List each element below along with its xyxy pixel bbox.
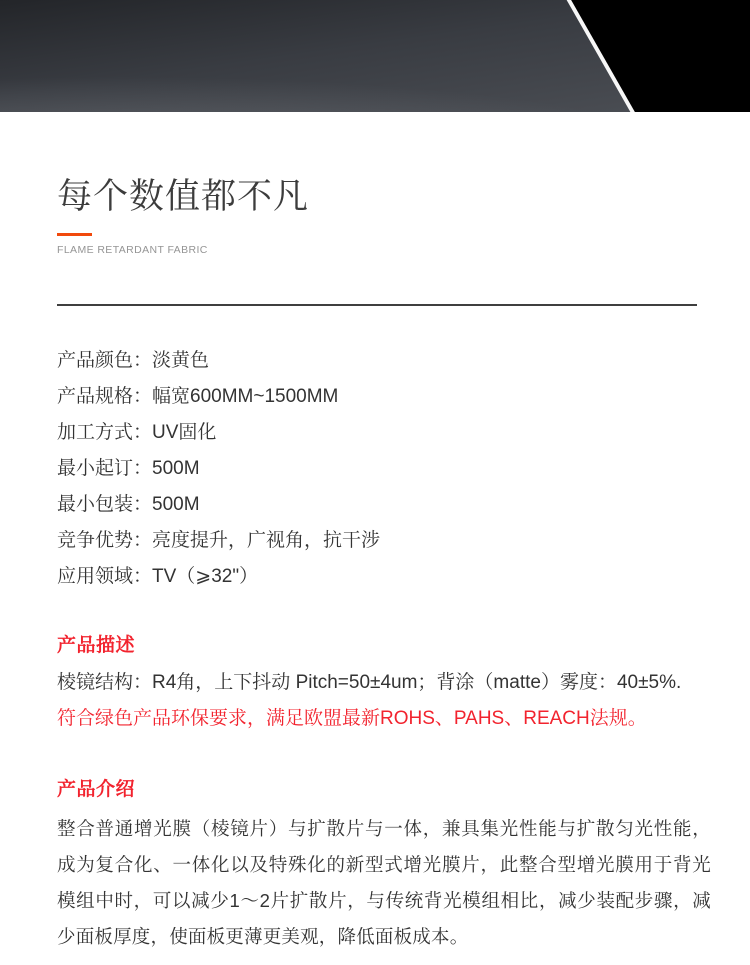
accent-dash xyxy=(57,233,92,236)
spec-row-application-field xyxy=(57,559,711,595)
page-title: 每个数值都不凡 xyxy=(57,177,310,216)
spec-row-minimum-package xyxy=(57,487,711,523)
product-description-section xyxy=(57,631,711,737)
spec-row-product-color xyxy=(57,343,711,379)
spec-label: 产品颜色： xyxy=(57,350,153,371)
description-compliance-line: 符合绿色产品环保要求，满足欧盟最新ROHS、PAHS、REACH法规。 xyxy=(57,708,647,729)
spec-label: 最小包装： xyxy=(57,494,153,515)
product-intro-section xyxy=(57,775,711,955)
spec-value: UV固化 xyxy=(152,422,217,443)
spec-row-competitive-advantage xyxy=(57,523,711,559)
page-subtitle: FLAME RETARDANT FABRIC xyxy=(57,244,208,256)
spec-value: 亮度提升，广视角，抗干涉 xyxy=(152,530,381,551)
spec-value: 幅宽600MM~1500MM xyxy=(152,386,339,407)
product-intro-heading: 产品介绍 xyxy=(57,779,136,800)
spec-label: 应用领域： xyxy=(57,566,153,587)
content-column xyxy=(0,176,750,955)
product-photo xyxy=(0,0,750,112)
spec-label: 产品规格： xyxy=(57,386,153,407)
spec-value: 淡黄色 xyxy=(152,350,210,371)
spec-value: 500M xyxy=(152,494,200,515)
product-description-heading: 产品描述 xyxy=(57,635,136,656)
spec-label: 竞争优势： xyxy=(57,530,153,551)
description-structure-line: 棱镜结构：R4角，上下抖动 Pitch=50±4um；背涂（matte）雾度：40±5%. xyxy=(57,672,682,693)
section-divider xyxy=(57,304,697,306)
intro-paragraph: 整合普通增光膜（棱镜片）与扩散片与一体，兼具集光性能与扩散匀光性能，成为复合化、一体化以及特殊化的新型式增光膜片，此整合型增光膜用于背光模组中时，可以减少1～2片扩散片，与传统背光模组相比，减少装配步骤，减少面板厚度，使面板更薄更美观，降低面板成本。 xyxy=(57,818,711,947)
spec-value: TV（⩾32"） xyxy=(152,566,259,587)
spec-row-minimum-order xyxy=(57,451,711,487)
spec-label: 最小起订： xyxy=(57,458,153,479)
spec-value: 500M xyxy=(152,458,200,479)
spec-label: 加工方式： xyxy=(57,422,153,443)
photo-black-background xyxy=(0,0,750,112)
spec-row-product-size xyxy=(57,379,711,415)
spec-row-processing-method xyxy=(57,415,711,451)
spec-list xyxy=(57,343,711,595)
